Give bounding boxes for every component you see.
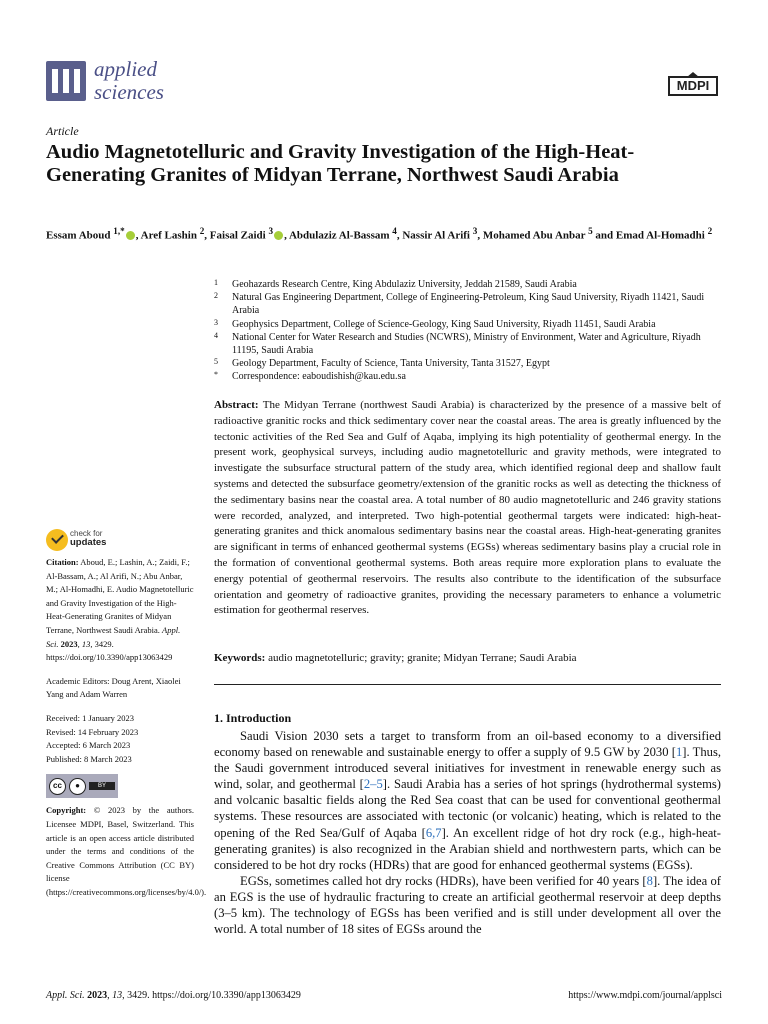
date-accepted: Accepted: 6 March 2023 (46, 740, 131, 751)
affiliation-text: Geophysics Department, College of Science-Geology, King Saud University, Riyadh 11451, Saudi Arabia (232, 318, 656, 330)
paragraph-text: ]. The idea of an EGS is the use of hydraulic fracturing to create an artificial geothermal reservoir at deep depths (3–5 km). The technology of EGSs has been verified and is still under development all over the world. A total number of 18 sites of EGSs around the (214, 873, 722, 937)
footer-citation: Appl. Sci. 2023, 13, 3429. https://doi.org/10.3390/app13063429 (46, 990, 301, 1001)
orcid-icon[interactable] (274, 231, 283, 240)
author-affiliation-marker: 3 (472, 226, 478, 236)
author-name[interactable]: Abdulaziz Al-Bassam (288, 229, 390, 242)
author-separator: and (592, 229, 616, 242)
affiliation-item (214, 370, 729, 383)
keywords (214, 651, 721, 666)
affiliation-text: Correspondence: eaboudishish@kau.edu.sa (232, 371, 406, 383)
author-name[interactable]: Aref Lashin (140, 229, 197, 242)
author-affiliation-marker: 2 (199, 226, 205, 236)
academic-editors: Academic Editors: Doug Arent, Xiaolei Yang and Adam Warren (46, 675, 181, 700)
reference-link[interactable]: 1 (675, 745, 683, 760)
affiliation-item (214, 318, 729, 331)
check-for-updates-badge[interactable] (46, 527, 166, 553)
affiliation-text: Natural Gas Engineering Department, College of Engineering-Petroleum, King Saud University, Riyadh 11421, Saudi Arabia (232, 292, 705, 317)
reference-link[interactable]: 2–5 (363, 777, 383, 792)
affiliation-number: 2 (214, 291, 218, 301)
section-body (214, 728, 721, 937)
keywords-text: audio magnetotelluric; gravity; granite; Midyan Terrane; Saudi Arabia (268, 652, 577, 664)
affiliation-text: Geohazards Research Centre, King Abdulaziz University, Jeddah 21589, Saudi Arabia (232, 279, 577, 290)
paragraph-text: EGSs, sometimes called hot dry rocks (HDRs), have been verified for 40 years [ (240, 873, 647, 888)
section-divider (214, 684, 721, 685)
journal-logo[interactable] (46, 58, 206, 106)
paragraph-text: ]. An excellent ridge of hot dry rock (e.g., high-heat-generating granites) is also recognized in the Arabian shield and northwestern parts, which can be considered to be hot dry rocks (HDRs) that are good for enhanced geothermal systems (EGSs). (214, 825, 721, 872)
author-affiliation-marker: 2 (707, 226, 713, 236)
keywords-label: Keywords: (214, 652, 266, 664)
affiliation-item (214, 331, 729, 357)
abstract-label: Abstract: (214, 399, 259, 411)
by-label: BY (89, 782, 115, 790)
publisher-name: MDPI (668, 76, 718, 96)
date-received: Received: 1 January 2023 (46, 712, 135, 723)
cc-by-license-badge[interactable] (46, 774, 118, 798)
paragraph-text: Saudi Vision 2030 sets a target to transform from an oil-based economy to a diversified economy based on renewable and sustainable energy to offer a supply of 9.5 GW by 2030 [ (214, 729, 721, 760)
author-separator: , (284, 229, 289, 242)
affiliation-number: * (214, 370, 218, 380)
attribution-person-icon: ● (69, 778, 86, 795)
article-sidebar (46, 556, 207, 899)
affiliation-number: 4 (214, 330, 218, 340)
author-affiliation-marker: 3 (268, 226, 274, 236)
article-type: Article (46, 124, 79, 138)
paragraph (214, 728, 721, 873)
author-separator: , (396, 229, 403, 242)
check-updates-text: check for updates (70, 529, 107, 548)
affiliation-number: 5 (214, 357, 218, 367)
footer-journal-url[interactable]: https://www.mdpi.com/journal/applsci (568, 990, 722, 1001)
reference-link[interactable]: 8 (646, 873, 653, 888)
author-affiliation-marker: 4 (392, 226, 397, 236)
author-separator: , (477, 229, 483, 242)
affiliation-text: Geology Department, Faculty of Science, Tanta University, Tanta 31527, Egypt (232, 358, 550, 370)
orcid-icon[interactable] (126, 231, 135, 240)
affiliation-text: National Center for Water Research and Studies (NCWRS), Ministry of Environment, Water and Agriculture, Riyadh 11195, Saudi Arabia (232, 331, 701, 357)
abstract-text: The Midyan Terrane (northwest Saudi Arabia) is characterized by the presence of a massive belt of radioactive granitic rocks and thick sedimentary cover near the coastal areas. The area is greatly influenced by the tectonic activities of the Red Sea and Gulf of Aqaba, implying its high potentiality of geothermal energy. In the present work, geophysical surveys, including audio magnetotelluric and gravity methods, were integrated to investigate the subsurface structural pattern of the study area, which identified regional deep and shallow fault systems and detected the subsurface geometry/extension of the granitic rocks as well as detecting the thickness of the sedimentary basins near the coastal area. A total number of 80 audio magnetotelluric and 246 gravity stations were recorded, analyzed, and interpreted. Two high-potential geothermal targets were indicated: high-heat-generating granites and thick anomalous sedimentary basins near the coastal areas. High-heat-generating granites are significant in terms of enhanced geothermal systems (EGSs) whereas sedimentary basins play a crucial role in the formation of conventional geothermal systems. Both areas require more exploration plans to evaluate the energy potential of geothermal reservoirs. The results also contribute to the identification of the subsurface orientation and geometry of radioactive granites, providing the necessary parameters to enhance a volumetric estimation for geothermal reserves. (214, 399, 721, 617)
journal-logo-icon (46, 61, 86, 101)
reference-link[interactable]: 6,7 (425, 825, 442, 840)
author-separator: , (135, 229, 141, 242)
publisher-logo[interactable] (668, 72, 720, 98)
date-published: Published: 8 March 2023 (46, 753, 132, 764)
journal-name: applied sciences (94, 57, 164, 104)
author-name[interactable]: Emad Al-Homadhi (615, 229, 705, 242)
author-separator: , (204, 229, 210, 242)
copyright-notice: Copyright: © 2023 by the authors. Licensee MDPI, Basel, Switzerland. This article is an open access article distributed under the terms and conditions of the Creative Commons Attribution (CC BY) license (https://creativecommons.org/licenses/by/4.0/). (46, 805, 207, 897)
affiliation-list (214, 278, 729, 384)
abstract (214, 398, 721, 619)
author-affiliation-marker: 1,* (113, 226, 125, 236)
section-heading: 1. Introduction (214, 711, 292, 725)
paragraph-text: ]. Saudi Arabia has a series of hot springs (hydrothermal systems) and volcanic basaltic fields along the Red Sea coast that can be used for conventional geothermal systems. These resources are associated with tectonic (or volcanic) heating, which is related to the opening of the Red Sea/Gulf of Aqaba [ (214, 777, 721, 840)
paragraph (214, 873, 721, 937)
author-list (46, 223, 726, 245)
author-name[interactable]: Essam Aboud (46, 229, 111, 242)
affiliation-item (214, 278, 729, 291)
author-name[interactable]: Mohamed Abu Anbar (482, 229, 586, 242)
citation: Citation: Aboud, E.; Lashin, A.; Zaidi, F.; Al-Bassam, A.; Al Arifi, N.; Abu Anbar, M.; Al-Homadhi, E. Audio Magnetotelluric and Gravity Investigation of the High-Heat-Generating Granites of Midyan Terrane, Northwest Saudi Arabia. Appl. Sci. 2023, 13, 3429. https://doi.org/10.3390/app13063429 (46, 557, 194, 663)
affiliation-item (214, 357, 729, 370)
author-affiliation-marker: 5 (588, 226, 593, 236)
cc-icon: cc (49, 778, 66, 795)
affiliation-item (214, 291, 729, 317)
article-title: Audio Magnetotelluric and Gravity Investigation of the High-Heat-Generating Granites of Midyan Terrane, Northwest Saudi Arabia (46, 141, 635, 186)
affiliation-number: 1 (214, 278, 218, 287)
date-revised: Revised: 14 February 2023 (46, 726, 139, 737)
author-name[interactable]: Faisal Zaidi (209, 229, 266, 242)
paragraph-text: ]. Thus, the Saudi government introduced several initiatives for investment in renewable energy such as wind, solar, and geothermal [ (214, 745, 721, 792)
author-name[interactable]: Nassir Al Arifi (402, 229, 470, 242)
check-updates-icon (46, 529, 68, 551)
affiliation-number: 3 (214, 317, 218, 327)
